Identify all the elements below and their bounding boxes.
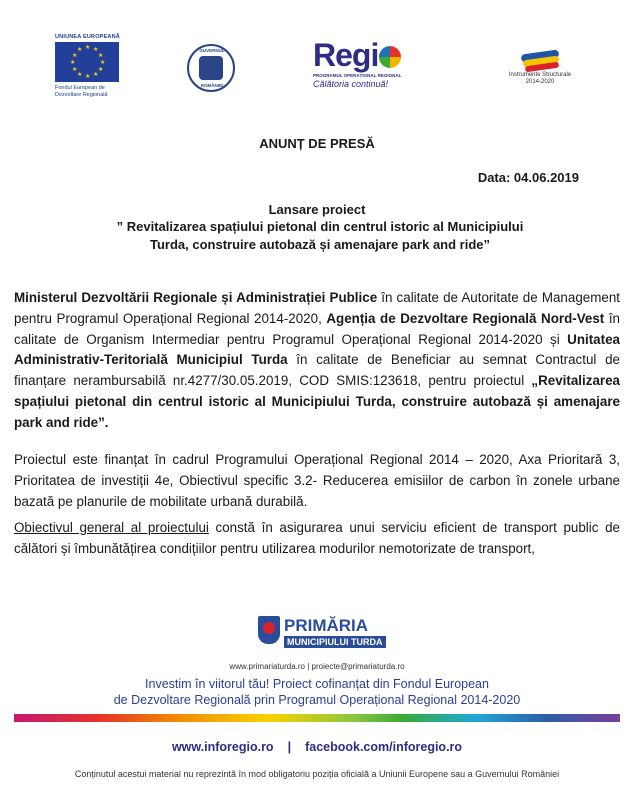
objective-label: Obiectivul general al proiectului xyxy=(14,520,209,535)
paragraph-objective xyxy=(14,518,620,560)
slogan-line1: Investim în viitorul tău! Proiect cofinanțat din Fondul European xyxy=(145,677,489,691)
gov-top-text: GUVERNUL xyxy=(199,48,225,53)
project-name: „Revitalizarea spațiului pietonal din centrul istoric al Municipiului Turda, construire autobază și amenajare park and ride”. xyxy=(14,373,620,430)
is-name1: Instrumente Structurale xyxy=(508,72,572,78)
paragraph-contract xyxy=(14,288,620,434)
org-uat: Unitatea Administrativ-Teritorială Municipiul Turda xyxy=(14,331,620,368)
instrumente-structurale-logo xyxy=(500,38,580,86)
p1-text3: în calitate de Beneficiar au semnat Contractul de finanțare nerambursabilă nr.4277/30.05.2019, COD SMIS:123618, pentru proiectul xyxy=(14,352,620,389)
rainbow-divider xyxy=(14,714,620,722)
inforegio-link[interactable]: www.inforegio.ro xyxy=(171,740,274,754)
government-crest-icon xyxy=(187,44,235,92)
eu-sub1: Fondul European de xyxy=(55,85,105,91)
slogan xyxy=(0,676,634,708)
disclaimer: Conținutul acestui material nu reprezintă în mod obligatoriu poziția oficială a Uniunii Europene sau a Guvernului României xyxy=(74,769,560,779)
flag-wave-icon xyxy=(517,38,563,72)
press-title: ANUNȚ DE PRESĂ xyxy=(259,136,375,151)
regio-logo xyxy=(313,38,433,89)
slogan-line2: de Dezvoltare Regională prin Programul Operațional Regional 2014-2020 xyxy=(113,693,521,707)
eu-sub2: Dezvoltare Regională xyxy=(55,92,108,98)
launch-heading: Lansare proiect xyxy=(268,202,366,217)
regio-word: Regi xyxy=(313,37,379,73)
project-title: ” Revitalizarea spațiului pietonal din centrul istoric al Municipiului Turda, construire autobază și amenajare park and ride” xyxy=(116,219,524,252)
facebook-link[interactable]: facebook.com/inforegio.ro xyxy=(305,740,463,754)
is-name2: 2014-2020 xyxy=(525,79,555,85)
p1-text2: în calitate de Organism Intermediar pentru Programul Operațional Regional 2014-2020 și xyxy=(14,310,621,347)
eu-label: UNIUNEA EUROPEANĂ xyxy=(55,34,120,40)
government-logo xyxy=(180,44,242,92)
eu-flag-icon: ★ ★ ★ ★ ★ ★ ★ ★ ★ ★ ★ ★ xyxy=(55,42,119,82)
regio-o-icon xyxy=(379,46,401,68)
p1-text1: în calitate de Autoritate de Management pentru Programul Operațional Regional 2014-2020, xyxy=(14,290,620,326)
date: Data: 04.06.2019 xyxy=(477,170,579,185)
primaria-subtitle: MUNICIPIULUI TURDA xyxy=(284,636,386,648)
footer-links xyxy=(0,740,634,754)
turda-crest-icon xyxy=(258,616,280,644)
contacts-line: www.primariaturda.ro | proiecte@primariaturda.ro xyxy=(229,662,405,671)
paragraph-financing: Proiectul este finanțat în cadrul Programului Operațional Regional 2014 – 2020, Axa Prioritară 3, Prioritatea de investiții 4e, Obiectivul specific 3.2- Reducerea emisiilor de carbon în zonele urbane bazată pe planurile de mobilitate urbană durabilă. xyxy=(14,452,620,509)
primaria-logo xyxy=(258,614,388,658)
primaria-title: PRIMĂRIA xyxy=(284,616,369,635)
gov-bottom-text: ROMÂNIEI xyxy=(200,83,224,88)
org-ministry: Ministerul Dezvoltării Regionale și Administrației Publice xyxy=(14,290,378,305)
regio-tag2: Călătoria continuă! xyxy=(313,79,389,89)
objective-text: constă în asigurarea unui serviciu eficient de transport public de călători și îmbunătățirea condițiilor pentru utilizarea modurilor nemotorizate de transport, xyxy=(14,520,620,556)
link-separator: | xyxy=(287,740,292,754)
regio-tag1: PROGRAMUL OPERAȚIONAL REGIONAL xyxy=(313,73,402,78)
eu-logo xyxy=(55,34,125,99)
org-adr: Agenția de Dezvoltare Regională Nord-Vest xyxy=(326,310,605,326)
